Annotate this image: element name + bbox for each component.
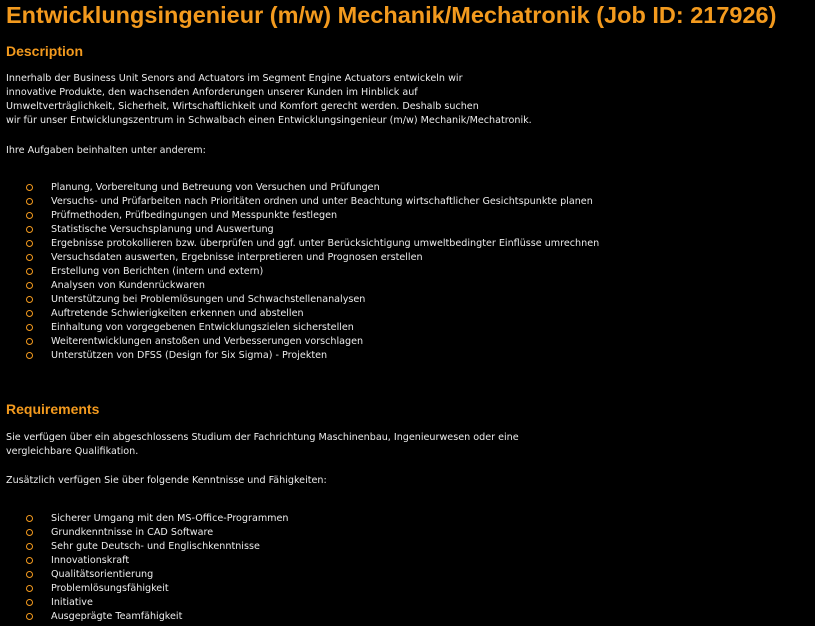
bullet-icon	[26, 296, 33, 303]
list-item-text: Sicherer Umgang mit den MS-Office-Programmen	[51, 513, 289, 524]
tasks-intro: Ihre Aufgaben beinhalten unter anderem:	[6, 145, 206, 156]
job-title: Entwicklungsingenieur (m/w) Mechanik/Mechatronik (Job ID: 217926)	[6, 2, 777, 28]
list-item	[0, 512, 289, 526]
list-item-text: Initiative	[51, 597, 93, 608]
bullet-icon	[26, 268, 33, 275]
bullet-icon	[26, 352, 33, 359]
requirements-line: Sie verfügen über ein abgeschlossens Studium der Fachrichtung Maschinenbau, Ingenieurwesen oder eine	[6, 432, 519, 443]
bullet-icon	[26, 515, 33, 522]
list-item	[0, 209, 599, 223]
bullet-icon	[26, 585, 33, 592]
list-item-text: Grundkenntnisse in CAD Software	[51, 527, 214, 538]
list-item-text: Einhaltung von vorgegebenen Entwicklungszielen sicherstellen	[51, 322, 354, 333]
list-item-text: Ausgeprägte Teamfähigkeit	[51, 611, 183, 622]
list-item-text: Versuchsdaten auswerten, Ergebnisse interpretieren und Prognosen erstellen	[51, 252, 423, 263]
list-item-text: Versuchs- und Prüfarbeiten nach Prioritäten ordnen und unter Beachtung wirtschaftlicher Gesichtspunkte planen	[51, 196, 593, 207]
list-item	[0, 596, 289, 610]
bullet-icon	[26, 599, 33, 606]
list-item	[0, 265, 599, 279]
list-item	[0, 181, 599, 195]
list-item-text: Analysen von Kundenrückwaren	[51, 280, 205, 291]
list-item	[0, 349, 599, 363]
description-line: Umweltverträglichkeit, Sicherheit, Wirtschaftlichkeit und Komfort gerecht werden. Deshalb suchen	[6, 101, 479, 112]
list-item-text: Innovationskraft	[51, 555, 130, 566]
bullet-icon	[26, 198, 33, 205]
bullet-icon	[26, 529, 33, 536]
description-line: Innerhalb der Business Unit Senors and Actuators im Segment Engine Actuators entwickeln wir	[6, 73, 463, 84]
list-item	[0, 195, 599, 209]
bullet-icon	[26, 324, 33, 331]
bullet-icon	[26, 254, 33, 261]
bullet-icon	[26, 557, 33, 564]
requirements-line: vergleichbare Qualifikation.	[6, 446, 139, 457]
description-line: innovative Produkte, den wachsenden Anforderungen unserer Kunden im Hinblick auf	[6, 87, 418, 98]
bullet-icon	[26, 310, 33, 317]
list-item	[0, 237, 599, 251]
tasks-list	[0, 181, 599, 363]
list-item-text: Unterstützung bei Problemlösungen und Schwachstellenanalysen	[51, 294, 366, 305]
list-item	[0, 279, 599, 293]
bullet-icon	[26, 282, 33, 289]
bullet-icon	[26, 613, 33, 620]
requirements-heading: Requirements	[6, 401, 100, 417]
list-item	[0, 293, 599, 307]
bullet-icon	[26, 226, 33, 233]
list-item	[0, 307, 599, 321]
list-item	[0, 568, 289, 582]
list-item-text: Sehr gute Deutsch- und Englischkenntnisse	[51, 541, 260, 552]
list-item-text: Unterstützen von DFSS (Design for Six Sigma) - Projekten	[51, 350, 328, 361]
list-item	[0, 610, 289, 624]
list-item-text: Erstellung von Berichten (intern und extern)	[51, 266, 264, 277]
list-item	[0, 554, 289, 568]
skills-list	[0, 512, 289, 624]
list-item-text: Statistische Versuchsplanung und Auswertung	[51, 224, 274, 235]
list-item	[0, 223, 599, 237]
bullet-icon	[26, 338, 33, 345]
list-item-text: Qualitätsorientierung	[51, 569, 154, 580]
list-item	[0, 251, 599, 265]
list-item-text: Ergebnisse protokollieren bzw. überprüfen und ggf. unter Berücksichtigung umweltbedingter Einflüsse umrechnen	[51, 238, 600, 249]
list-item	[0, 540, 289, 554]
list-item	[0, 321, 599, 335]
bullet-icon	[26, 184, 33, 191]
description-heading: Description	[6, 43, 84, 59]
list-item	[0, 335, 599, 349]
bullet-icon	[26, 212, 33, 219]
bullet-icon	[26, 571, 33, 578]
list-item	[0, 526, 289, 540]
list-item-text: Planung, Vorbereitung und Betreuung von Versuchen und Prüfungen	[51, 182, 380, 193]
bullet-icon	[26, 543, 33, 550]
skills-intro: Zusätzlich verfügen Sie über folgende Kenntnisse und Fähigkeiten:	[6, 475, 327, 486]
list-item-text: Problemlösungsfähigkeit	[51, 583, 169, 594]
description-line: wir für unser Entwicklungszentrum in Schwalbach einen Entwicklungsingenieur (m/w) Mechanik/Mechatronik.	[6, 115, 532, 126]
list-item-text: Weiterentwicklungen anstoßen und Verbesserungen vorschlagen	[51, 336, 364, 347]
list-item-text: Prüfmethoden, Prüfbedingungen und Messpunkte festlegen	[51, 210, 338, 221]
list-item-text: Auftretende Schwierigkeiten erkennen und abstellen	[51, 308, 304, 319]
bullet-icon	[26, 240, 33, 247]
list-item	[0, 582, 289, 596]
